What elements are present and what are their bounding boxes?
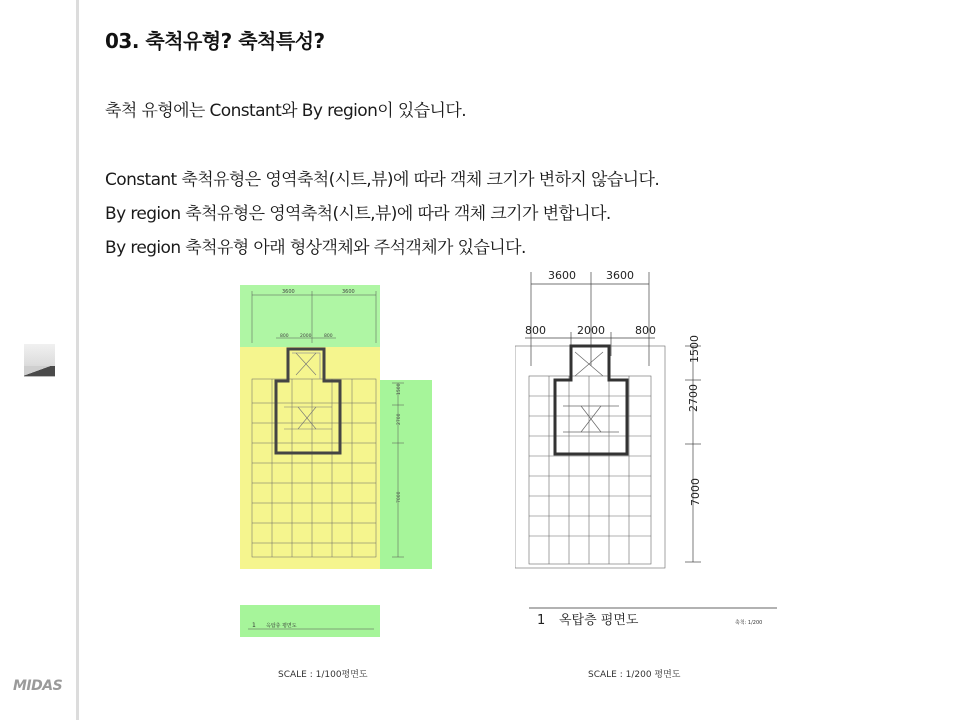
left-border-rule <box>76 0 79 720</box>
midas-logo: MIDAS <box>13 678 63 694</box>
dim-mid-3: 800 <box>635 324 656 337</box>
dim-mid-3: 800 <box>324 334 333 339</box>
dim-right-3: 7000 <box>397 491 402 503</box>
dim-right-1: 1500 <box>688 335 701 363</box>
caption-left: SCALE : 1/100평면도 <box>278 670 368 680</box>
dim-top-2: 3600 <box>606 269 634 282</box>
scale-note: 축척: 1/200 <box>735 620 763 626</box>
title-number: 1 <box>252 622 256 629</box>
caption-right: SCALE : 1/200 평면도 <box>588 670 681 680</box>
dim-mid-2: 2000 <box>577 324 605 337</box>
dim-top-1: 3600 <box>282 289 295 295</box>
paragraph-2: Constant 축척유형은 영역축척(시트,뷰)에 따라 객체 크기가 변하지 않습니다. <box>105 170 660 190</box>
dim-top-2: 3600 <box>342 289 355 295</box>
highlight-green-right <box>380 380 432 569</box>
dim-right-2: 2700 <box>397 413 402 425</box>
dim-right-2: 2700 <box>687 384 700 412</box>
dim-mid-1: 800 <box>525 324 546 337</box>
dim-mid-2: 2000 <box>300 334 312 339</box>
floor-plan-1-100 <box>236 283 436 643</box>
dim-right-3: 7000 <box>689 478 702 506</box>
highlight-green-title <box>240 605 380 637</box>
title-text: 옥탑층 평면도 <box>559 613 639 628</box>
dim-right-1: 1500 <box>397 383 402 395</box>
section-heading: 03. 축척유형? 축척특성? <box>105 29 325 53</box>
paragraph-3: By region 축척유형은 영역축척(시트,뷰)에 따라 객체 크기가 변합니다. <box>105 204 611 224</box>
paragraph-1: 축척 유형에는 Constant와 By region이 있습니다. <box>105 101 466 121</box>
highlight-yellow-main <box>240 347 380 569</box>
floor-plan-1-200 <box>515 266 785 646</box>
dim-top-1: 3600 <box>548 269 576 282</box>
title-text: 옥탑층 평면도 <box>266 623 297 629</box>
page-thumbnail-icon[interactable] <box>24 344 55 376</box>
paragraph-4: By region 축척유형 아래 형상객체와 주석객체가 있습니다. <box>105 238 526 258</box>
title-number: 1 <box>537 613 546 628</box>
dim-mid-1: 800 <box>280 334 289 339</box>
